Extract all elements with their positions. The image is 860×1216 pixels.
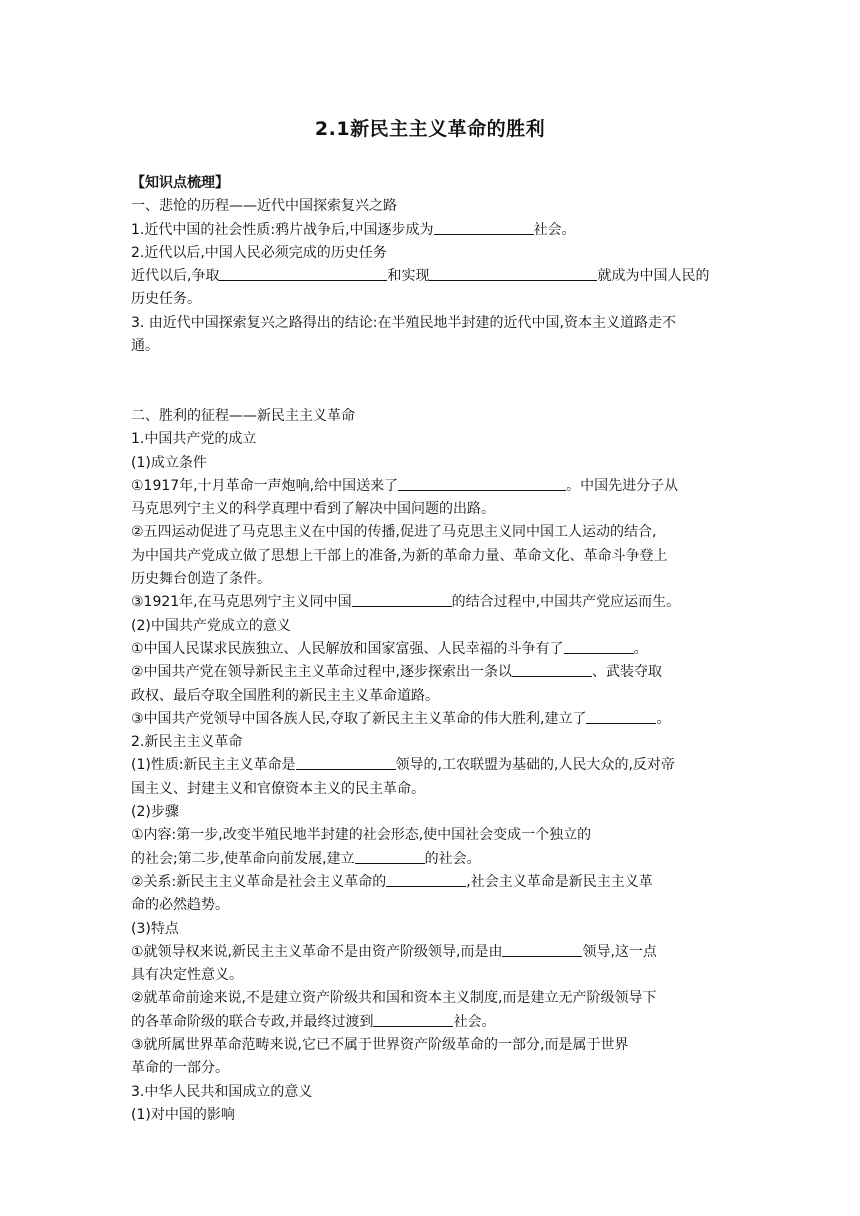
page-title: 2.1新民主主义革命的胜利: [314, 118, 546, 140]
section1-item2-body-cont: 历史任务。: [131, 291, 201, 308]
fill-blank[interactable]: [352, 592, 452, 607]
significance-3: [131, 708, 737, 731]
feature-1-cont: 具有决定性意义。: [131, 967, 243, 984]
fill-blank[interactable]: [373, 1012, 453, 1027]
feature-1: [131, 941, 737, 964]
fill-blank[interactable]: [502, 942, 582, 957]
section1-item1: [131, 219, 737, 242]
section1-item3-cont: 通。: [131, 338, 159, 355]
fill-blank[interactable]: [512, 662, 592, 677]
condition-2: ②五四运动促进了马克思主义在中国的传播,促进了马克思主义同中国工人运动的结合,: [131, 524, 657, 541]
section1-item3: 3. 由近代中国探索复兴之路得出的结论:在半殖民地半封建的近代中国,资本主义道路走不: [131, 314, 676, 331]
step-content-cont: [131, 848, 737, 871]
section1-item2-body: [131, 265, 737, 288]
text-run: 。中国先进分子从: [566, 477, 679, 494]
text-run: ①就领导权来说,新民主主义革命不是由资产阶级领导,而是由: [131, 943, 503, 960]
text-run: (1)性质:新民主主义革命是: [131, 757, 296, 774]
fill-blank[interactable]: [398, 476, 566, 491]
feature-2-cont: [131, 1011, 737, 1034]
text-run: 近代以后,争取: [131, 268, 220, 285]
text-run: 的社会。: [424, 850, 481, 867]
fill-blank[interactable]: [296, 755, 396, 770]
condition-2-cont2: 历史舞台创造了条件。: [131, 571, 271, 588]
step-relation-cont: 命的必然趋势。: [131, 897, 229, 914]
significance-2-cont: 政权、最后夺取全国胜利的新民主主义革命道路。: [131, 687, 439, 704]
fill-blank[interactable]: [355, 849, 425, 864]
section2-heading: 二、胜利的征程——新民主主义革命: [131, 407, 355, 424]
subsection-cpc-founding: 1.中国共产党的成立: [131, 431, 257, 448]
subsection-significance: (2)中国共产党成立的意义: [131, 617, 291, 634]
section1-item2: 2.近代以后,中国人民必须完成的历史任务: [131, 244, 387, 261]
text-run: 。: [656, 710, 671, 727]
section1-heading: 一、悲怆的历程——近代中国探索复兴之路: [131, 198, 397, 215]
significance-1: [131, 638, 737, 661]
subsection-steps: (2)步骤: [131, 804, 179, 821]
text-run: ②关系:新民主主义革命是社会主义革命的: [131, 873, 387, 890]
text-run: 社会。: [533, 221, 576, 238]
subsection-impact-china: (1)对中国的影响: [131, 1106, 235, 1123]
condition-1-cont: 马克思列宁主义的科学真理中看到了解决中国问题的出路。: [131, 501, 495, 518]
feature-3-cont: 革命的一部分。: [131, 1060, 229, 1077]
step-relation: [131, 871, 737, 894]
step-content: ①内容:第一步,改变半殖民地半封建的社会形态,使中国社会变成一个独立的: [131, 827, 592, 844]
text-run: 就成为中国人民的: [597, 268, 710, 285]
text-run: ①中国人民谋求民族独立、人民解放和国家富强、人民幸福的斗争有了: [131, 640, 564, 657]
knowledge-heading: 【知识点梳理】: [131, 175, 229, 191]
text-run: 1.近代中国的社会性质:鸦片战争后,中国逐步成为: [131, 221, 434, 238]
text-run: ③中国共产党领导中国各族人民,夺取了新民主主义革命的伟大胜利,建立了: [131, 710, 587, 727]
text-run: 的结合过程中,中国共产党应运而生。: [451, 594, 681, 611]
condition-2-cont: 为中国共产党成立做了思想上干部上的准备,为新的革命力量、革命文化、革命斗争登上: [131, 547, 668, 564]
subsection-new-democratic-revolution: 2.新民主主义革命: [131, 734, 243, 751]
subsection-conditions: (1)成立条件: [131, 454, 207, 471]
fill-blank[interactable]: [429, 266, 597, 281]
condition-3: [131, 591, 737, 614]
text-run: 社会。: [453, 1013, 496, 1030]
spacer: [131, 358, 737, 405]
condition-1: [131, 475, 737, 498]
fill-blank[interactable]: [586, 709, 656, 724]
subsection-prc-founding: 3.中华人民共和国成立的意义: [131, 1083, 313, 1100]
fill-blank[interactable]: [434, 220, 534, 235]
text-run: 、武装夺取: [592, 664, 662, 681]
fill-blank[interactable]: [219, 266, 387, 281]
text-run: ③1921年,在马克思列宁主义同中国: [131, 594, 352, 611]
text-run: ②中国共产党在领导新民主主义革命过程中,逐步探索出一条以: [131, 664, 512, 681]
significance-2: [131, 661, 737, 684]
text-run: 的各革命阶级的联合专政,并最终过渡到: [131, 1013, 374, 1030]
text-run: ,社会主义革命是新民主主义革: [466, 873, 653, 890]
nature: [131, 754, 737, 777]
text-run: 领导的,工农联盟为基础的,人民大众的,反对帝: [395, 757, 675, 774]
document-body: [131, 172, 737, 1127]
text-run: 和实现: [387, 268, 430, 285]
feature-2: ②就革命前途来说,不是建立资产阶级共和国和资本主义制度,而是建立无产阶级领导下: [131, 990, 657, 1007]
text-run: 。: [633, 640, 648, 657]
nature-cont: 国主义、封建主义和官僚资本主义的民主革命。: [131, 780, 425, 797]
fill-blank[interactable]: [564, 639, 634, 654]
fill-blank[interactable]: [386, 872, 466, 887]
text-run: 的社会;第二步,使革命向前发展,建立: [131, 850, 355, 867]
text-run: 领导,这一点: [582, 943, 657, 960]
subsection-features: (3)特点: [131, 920, 179, 937]
text-run: ①1917年,十月革命一声炮响,给中国送来了: [131, 477, 399, 494]
feature-3: ③就所属世界革命范畴来说,它已不属于世界资产阶级革命的一部分,而是属于世界: [131, 1036, 629, 1053]
